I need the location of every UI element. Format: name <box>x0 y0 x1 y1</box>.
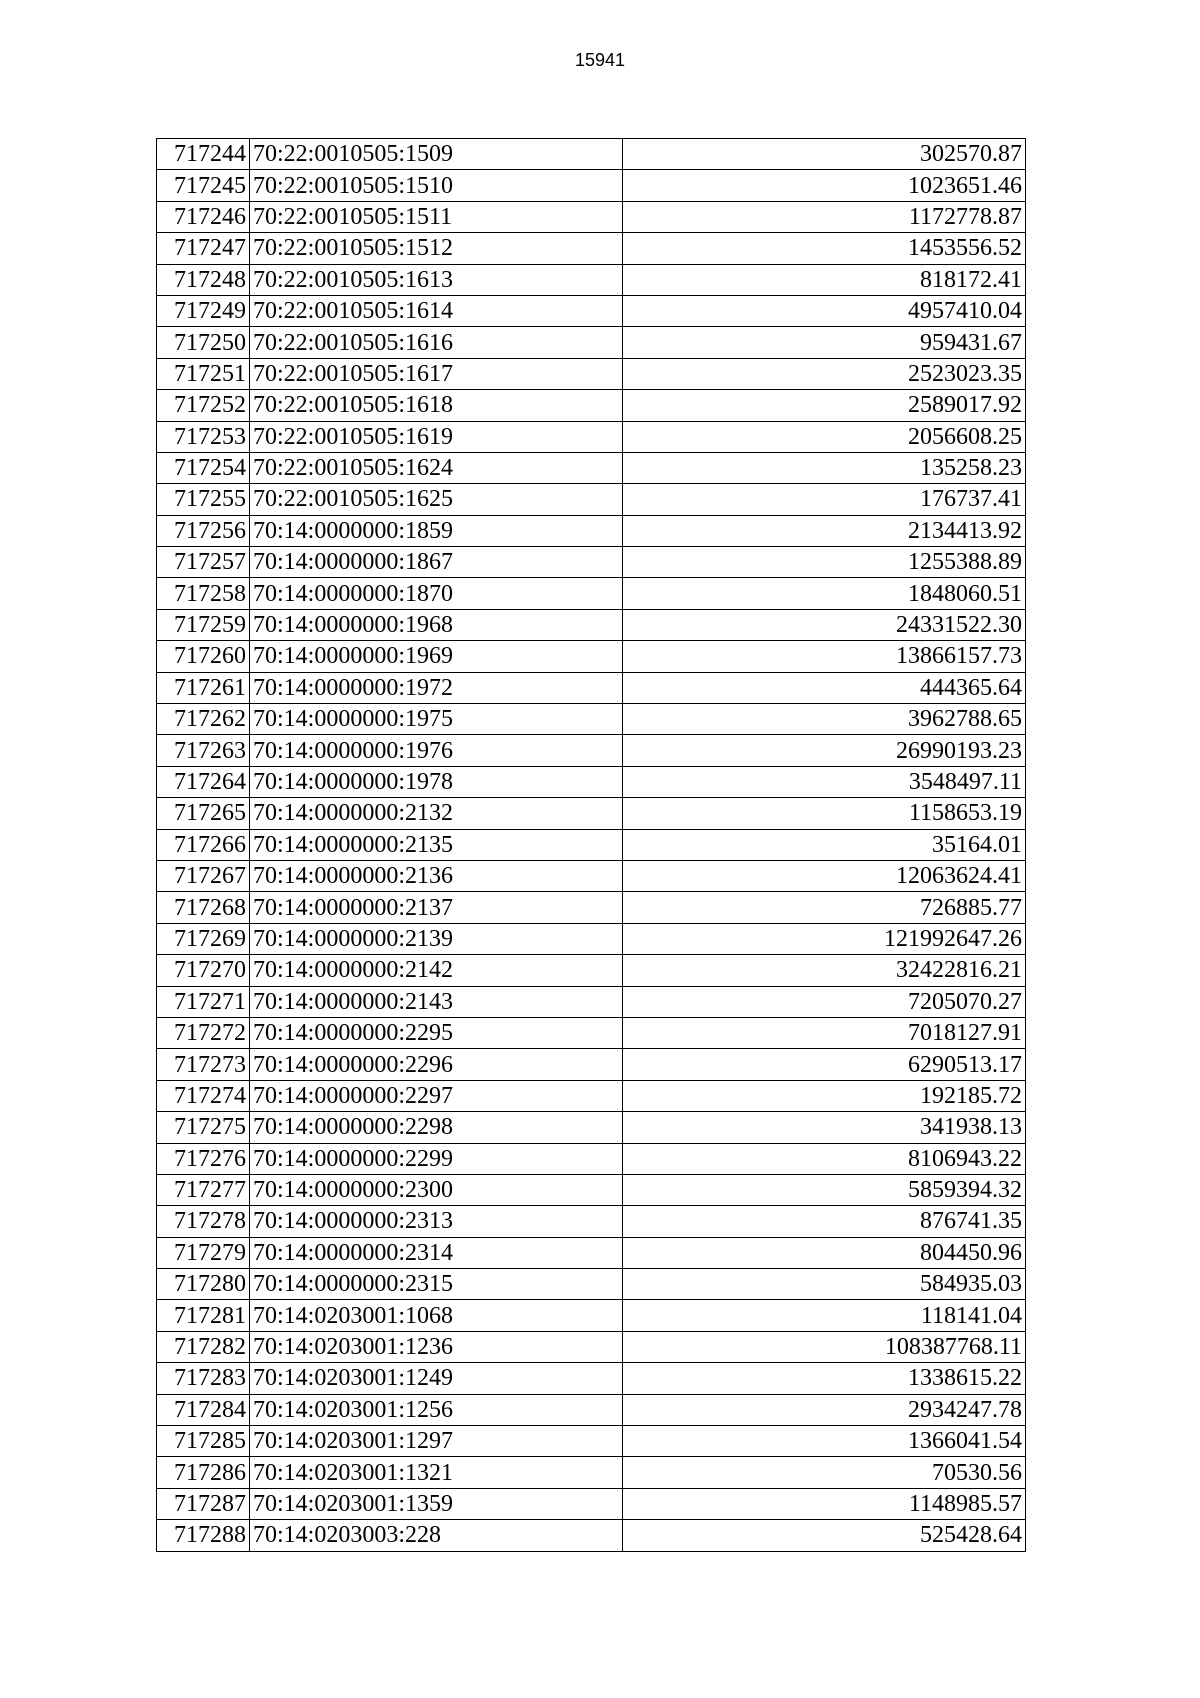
table-row <box>157 358 1026 389</box>
cadastral-value-cell: 2134413.92 <box>623 515 1026 546</box>
cadastral-value-cell: 1023651.46 <box>623 170 1026 201</box>
cadastral-number-cell: 70:14:0203001:1068 <box>250 1300 623 1331</box>
cadastral-number-cell: 70:14:0000000:2315 <box>250 1269 623 1300</box>
cadastral-number-cell: 70:22:0010505:1511 <box>250 201 623 232</box>
cadastral-value-cell: 118141.04 <box>623 1300 1026 1331</box>
cadastral-number-cell: 70:14:0000000:1859 <box>250 515 623 546</box>
table-row <box>157 170 1026 201</box>
cadastral-value-cell: 818172.41 <box>623 264 1026 295</box>
cadastral-number-cell: 70:14:0000000:2143 <box>250 986 623 1017</box>
row-number-cell: 717253 <box>157 421 250 452</box>
cadastral-value-cell: 341938.13 <box>623 1112 1026 1143</box>
cadastral-number-cell: 70:14:0000000:2137 <box>250 892 623 923</box>
cadastral-value-cell: 1453556.52 <box>623 233 1026 264</box>
cadastral-value-cell: 2523023.35 <box>623 358 1026 389</box>
cadastral-number-cell: 70:22:0010505:1614 <box>250 295 623 326</box>
table-body <box>157 139 1026 1552</box>
table-row <box>157 1017 1026 1048</box>
cadastral-value-cell: 1158653.19 <box>623 798 1026 829</box>
table-row <box>157 264 1026 295</box>
table-row <box>157 139 1026 170</box>
cadastral-value-cell: 13866157.73 <box>623 641 1026 672</box>
cadastral-number-cell: 70:14:0000000:1975 <box>250 704 623 735</box>
row-number-cell: 717246 <box>157 201 250 232</box>
row-number-cell: 717282 <box>157 1331 250 1362</box>
row-number-cell: 717257 <box>157 547 250 578</box>
cadastral-value-table <box>156 138 1026 1552</box>
cadastral-value-cell: 3962788.65 <box>623 704 1026 735</box>
table-row <box>157 860 1026 891</box>
cadastral-number-cell: 70:14:0000000:2135 <box>250 829 623 860</box>
cadastral-value-cell: 584935.03 <box>623 1269 1026 1300</box>
row-number-cell: 717260 <box>157 641 250 672</box>
row-number-cell: 717247 <box>157 233 250 264</box>
table-row <box>157 1300 1026 1331</box>
cadastral-number-cell: 70:14:0000000:2136 <box>250 860 623 891</box>
cadastral-value-cell: 7205070.27 <box>623 986 1026 1017</box>
row-number-cell: 717249 <box>157 295 250 326</box>
table-row <box>157 1174 1026 1205</box>
table-row <box>157 327 1026 358</box>
page-number: 15941 <box>574 50 626 70</box>
row-number-cell: 717283 <box>157 1363 250 1394</box>
cadastral-number-cell: 70:22:0010505:1509 <box>250 139 623 170</box>
table-row <box>157 295 1026 326</box>
table-row <box>157 735 1026 766</box>
cadastral-number-cell: 70:22:0010505:1625 <box>250 484 623 515</box>
cadastral-value-cell: 804450.96 <box>623 1237 1026 1268</box>
cadastral-number-cell: 70:14:0000000:2300 <box>250 1174 623 1205</box>
table-row <box>157 421 1026 452</box>
row-number-cell: 717270 <box>157 955 250 986</box>
row-number-cell: 717264 <box>157 766 250 797</box>
cadastral-value-cell: 444365.64 <box>623 672 1026 703</box>
row-number-cell: 717275 <box>157 1112 250 1143</box>
cadastral-number-cell: 70:14:0000000:2297 <box>250 1080 623 1111</box>
cadastral-number-cell: 70:22:0010505:1512 <box>250 233 623 264</box>
cadastral-value-cell: 876741.35 <box>623 1206 1026 1237</box>
cadastral-number-cell: 70:14:0000000:1969 <box>250 641 623 672</box>
table-row <box>157 547 1026 578</box>
table-row <box>157 704 1026 735</box>
cadastral-number-cell: 70:14:0000000:2132 <box>250 798 623 829</box>
table-row <box>157 390 1026 421</box>
row-number-cell: 717256 <box>157 515 250 546</box>
cadastral-number-cell: 70:14:0000000:1976 <box>250 735 623 766</box>
table-row <box>157 1080 1026 1111</box>
row-number-cell: 717267 <box>157 860 250 891</box>
row-number-cell: 717254 <box>157 452 250 483</box>
table-row <box>157 986 1026 1017</box>
row-number-cell: 717276 <box>157 1143 250 1174</box>
table-row <box>157 1426 1026 1457</box>
cadastral-value-cell: 525428.64 <box>623 1520 1026 1551</box>
cadastral-number-cell: 70:14:0000000:2296 <box>250 1049 623 1080</box>
cadastral-value-cell: 2589017.92 <box>623 390 1026 421</box>
row-number-cell: 717287 <box>157 1488 250 1519</box>
table-row <box>157 641 1026 672</box>
table-row <box>157 955 1026 986</box>
row-number-cell: 717284 <box>157 1394 250 1425</box>
cadastral-value-cell: 35164.01 <box>623 829 1026 860</box>
row-number-cell: 717268 <box>157 892 250 923</box>
cadastral-value-cell: 1366041.54 <box>623 1426 1026 1457</box>
row-number-cell: 717271 <box>157 986 250 1017</box>
row-number-cell: 717277 <box>157 1174 250 1205</box>
row-number-cell: 717248 <box>157 264 250 295</box>
cadastral-value-cell: 2934247.78 <box>623 1394 1026 1425</box>
cadastral-number-cell: 70:14:0000000:2299 <box>250 1143 623 1174</box>
row-number-cell: 717259 <box>157 609 250 640</box>
row-number-cell: 717288 <box>157 1520 250 1551</box>
table-row <box>157 515 1026 546</box>
cadastral-number-cell: 70:22:0010505:1618 <box>250 390 623 421</box>
cadastral-value-cell: 121992647.26 <box>623 923 1026 954</box>
cadastral-number-cell: 70:14:0000000:2295 <box>250 1017 623 1048</box>
cadastral-value-cell: 24331522.30 <box>623 609 1026 640</box>
cadastral-value-cell: 26990193.23 <box>623 735 1026 766</box>
row-number-cell: 717269 <box>157 923 250 954</box>
table-row <box>157 1049 1026 1080</box>
table-row <box>157 578 1026 609</box>
table-row <box>157 672 1026 703</box>
row-number-cell: 717263 <box>157 735 250 766</box>
cadastral-value-cell: 135258.23 <box>623 452 1026 483</box>
table-row <box>157 1143 1026 1174</box>
cadastral-value-cell: 176737.41 <box>623 484 1026 515</box>
cadastral-value-cell: 8106943.22 <box>623 1143 1026 1174</box>
table-row <box>157 923 1026 954</box>
table-row <box>157 892 1026 923</box>
table-row <box>157 1488 1026 1519</box>
table-row <box>157 484 1026 515</box>
cadastral-number-cell: 70:14:0203003:228 <box>250 1520 623 1551</box>
cadastral-value-cell: 32422816.21 <box>623 955 1026 986</box>
table-row <box>157 1457 1026 1488</box>
cadastral-number-cell: 70:14:0000000:2314 <box>250 1237 623 1268</box>
cadastral-value-cell: 12063624.41 <box>623 860 1026 891</box>
row-number-cell: 717272 <box>157 1017 250 1048</box>
table-row <box>157 201 1026 232</box>
table-row <box>157 798 1026 829</box>
row-number-cell: 717285 <box>157 1426 250 1457</box>
table-row <box>157 233 1026 264</box>
cadastral-number-cell: 70:14:0203001:1236 <box>250 1331 623 1362</box>
cadastral-value-cell: 1148985.57 <box>623 1488 1026 1519</box>
cadastral-number-cell: 70:14:0000000:1968 <box>250 609 623 640</box>
cadastral-number-cell: 70:14:0000000:2313 <box>250 1206 623 1237</box>
cadastral-value-cell: 108387768.11 <box>623 1331 1026 1362</box>
cadastral-value-cell: 3548497.11 <box>623 766 1026 797</box>
cadastral-value-cell: 726885.77 <box>623 892 1026 923</box>
cadastral-value-cell: 959431.67 <box>623 327 1026 358</box>
table-row <box>157 1520 1026 1551</box>
table-row <box>157 1331 1026 1362</box>
cadastral-number-cell: 70:14:0000000:1870 <box>250 578 623 609</box>
cadastral-number-cell: 70:14:0203001:1256 <box>250 1394 623 1425</box>
table-row <box>157 766 1026 797</box>
cadastral-number-cell: 70:22:0010505:1617 <box>250 358 623 389</box>
cadastral-number-cell: 70:22:0010505:1619 <box>250 421 623 452</box>
cadastral-value-cell: 302570.87 <box>623 139 1026 170</box>
table-row <box>157 452 1026 483</box>
row-number-cell: 717250 <box>157 327 250 358</box>
cadastral-number-cell: 70:14:0203001:1359 <box>250 1488 623 1519</box>
cadastral-value-cell: 4957410.04 <box>623 295 1026 326</box>
cadastral-number-cell: 70:22:0010505:1510 <box>250 170 623 201</box>
cadastral-value-cell: 70530.56 <box>623 1457 1026 1488</box>
table-row <box>157 1363 1026 1394</box>
cadastral-value-cell: 6290513.17 <box>623 1049 1026 1080</box>
cadastral-value-cell: 1848060.51 <box>623 578 1026 609</box>
cadastral-value-cell: 1338615.22 <box>623 1363 1026 1394</box>
cadastral-number-cell: 70:14:0000000:1867 <box>250 547 623 578</box>
cadastral-number-cell: 70:22:0010505:1624 <box>250 452 623 483</box>
cadastral-number-cell: 70:22:0010505:1616 <box>250 327 623 358</box>
cadastral-value-cell: 1172778.87 <box>623 201 1026 232</box>
table-row <box>157 1112 1026 1143</box>
cadastral-number-cell: 70:22:0010505:1613 <box>250 264 623 295</box>
row-number-cell: 717279 <box>157 1237 250 1268</box>
row-number-cell: 717281 <box>157 1300 250 1331</box>
table-row <box>157 609 1026 640</box>
cadastral-number-cell: 70:14:0000000:2139 <box>250 923 623 954</box>
cadastral-number-cell: 70:14:0000000:2298 <box>250 1112 623 1143</box>
row-number-cell: 717274 <box>157 1080 250 1111</box>
row-number-cell: 717255 <box>157 484 250 515</box>
table-row <box>157 1394 1026 1425</box>
row-number-cell: 717251 <box>157 358 250 389</box>
row-number-cell: 717262 <box>157 704 250 735</box>
row-number-cell: 717244 <box>157 139 250 170</box>
row-number-cell: 717245 <box>157 170 250 201</box>
row-number-cell: 717278 <box>157 1206 250 1237</box>
cadastral-value-cell: 7018127.91 <box>623 1017 1026 1048</box>
row-number-cell: 717266 <box>157 829 250 860</box>
cadastral-value-cell: 5859394.32 <box>623 1174 1026 1205</box>
table-row <box>157 1237 1026 1268</box>
table-row <box>157 1206 1026 1237</box>
row-number-cell: 717286 <box>157 1457 250 1488</box>
row-number-cell: 717280 <box>157 1269 250 1300</box>
cadastral-number-cell: 70:14:0000000:1978 <box>250 766 623 797</box>
row-number-cell: 717273 <box>157 1049 250 1080</box>
cadastral-number-cell: 70:14:0203001:1297 <box>250 1426 623 1457</box>
cadastral-value-cell: 1255388.89 <box>623 547 1026 578</box>
row-number-cell: 717252 <box>157 390 250 421</box>
cadastral-value-cell: 2056608.25 <box>623 421 1026 452</box>
cadastral-value-cell: 192185.72 <box>623 1080 1026 1111</box>
row-number-cell: 717265 <box>157 798 250 829</box>
cadastral-number-cell: 70:14:0000000:2142 <box>250 955 623 986</box>
row-number-cell: 717258 <box>157 578 250 609</box>
cadastral-number-cell: 70:14:0000000:1972 <box>250 672 623 703</box>
cadastral-number-cell: 70:14:0203001:1249 <box>250 1363 623 1394</box>
table-row <box>157 829 1026 860</box>
table-row <box>157 1269 1026 1300</box>
row-number-cell: 717261 <box>157 672 250 703</box>
cadastral-number-cell: 70:14:0203001:1321 <box>250 1457 623 1488</box>
